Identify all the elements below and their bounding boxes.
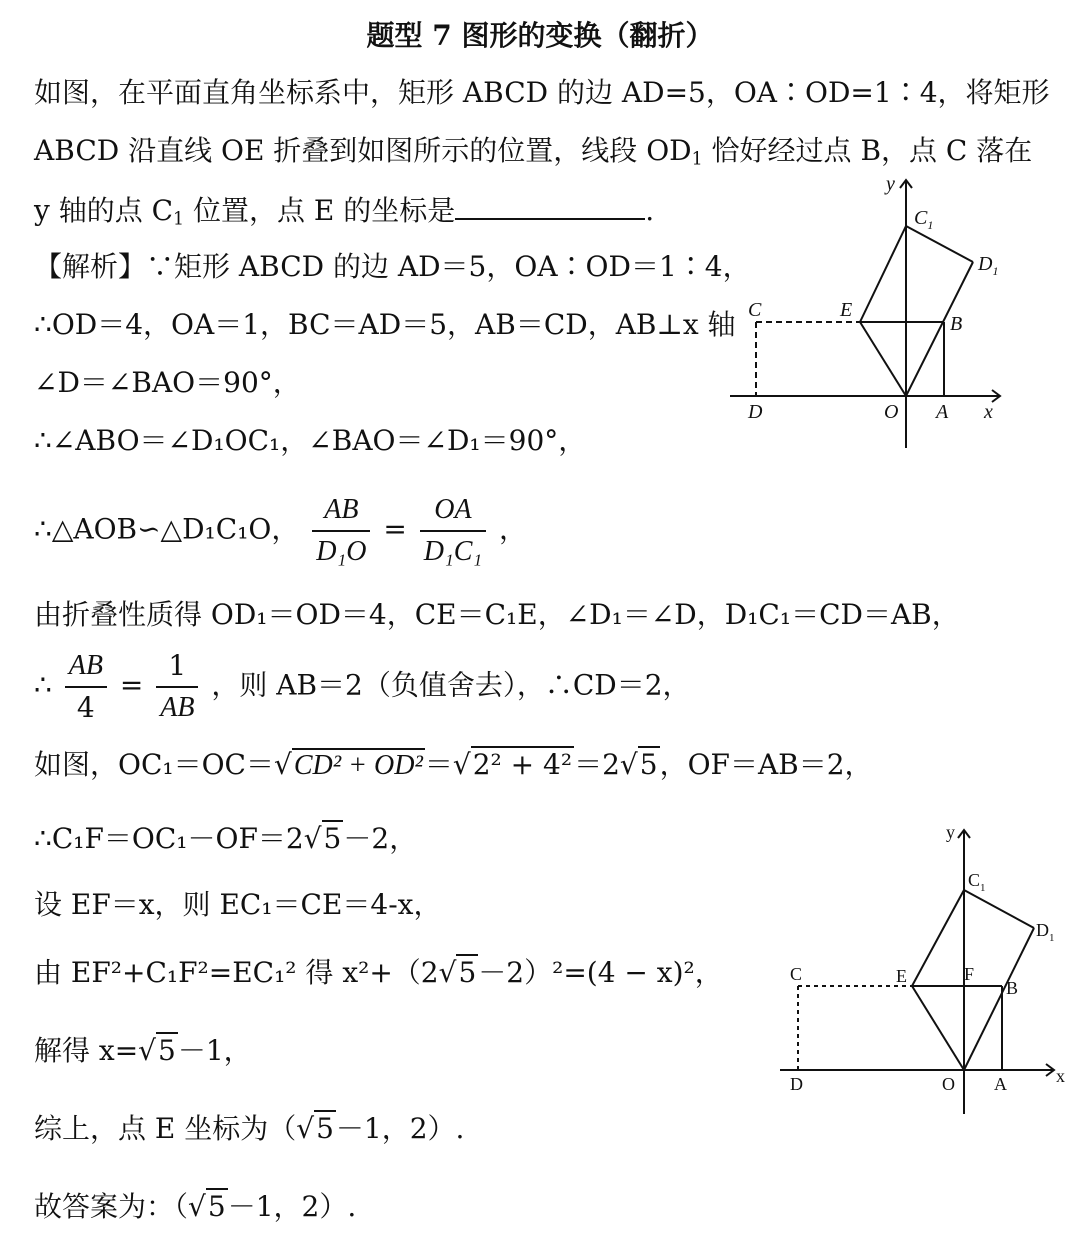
answer-blank — [455, 192, 645, 220]
fig2-label-f: F — [964, 964, 975, 984]
fig1-label-o: O — [884, 401, 899, 423]
fig1-label-b: B — [950, 313, 963, 335]
solution-line-13: 综上，点 E 坐标为（√5－1，2）. — [34, 1112, 465, 1145]
fraction-1-over-ab: $\frac{1}{AB}$ — [156, 646, 198, 728]
fig2-label-d1: $D_1$ — [1036, 920, 1055, 944]
fraction-ab-over-d1o: $\frac{AB}{\text{D₁O}}$ — [312, 490, 370, 572]
problem-line-3: y 轴的点 $C_1$ 位置，点 E 的坐标是 . — [34, 194, 655, 230]
solution-line-5: ∴△AOB∽△D₁C₁O， $\frac{AB}{\text{D₁O}}$ = $\frac{OA}{\text{D₁C₁}}$ ， — [34, 490, 527, 572]
fig1-label-e: E — [840, 299, 853, 321]
figure-2-fold-diagram — [770, 820, 1070, 1120]
fig1-segment-c1d1 — [906, 226, 973, 262]
sqrt-expression-3: √5 — [619, 748, 658, 781]
fig1-segment-d1o — [906, 262, 973, 396]
fig1-label-x: x — [984, 401, 993, 423]
sqrt-expression-7: √5 — [296, 1112, 334, 1145]
solution-line-10: 设 EF＝x，则 EC₁＝CE＝4-x， — [34, 888, 442, 921]
solution-line-11: 由 EF²+C₁F²=EC₁² 得 x²+（2√5－2）²=(4 − x)²， — [34, 956, 723, 989]
solution-line-14: 故答案为：（√5－1，2）. — [34, 1190, 357, 1223]
fig1-label-y: y — [886, 173, 895, 195]
fig1-label-c1: $C_1$ — [914, 207, 934, 232]
fig2-segment-eo — [912, 986, 964, 1070]
fig2-label-e: E — [896, 966, 907, 986]
solution-line-9: ∴C₁F＝OC₁－OF＝2√5－2， — [34, 822, 418, 855]
fig1-segment-eo — [860, 322, 906, 396]
solution-line-12: 解得 x=√5－1， — [34, 1034, 252, 1067]
page-title: 题型 7 图形的变换（翻折） — [366, 19, 714, 52]
sqrt-expression-1: √CD² + OD² — [273, 748, 423, 781]
sqrt-expression-6: √5 — [138, 1034, 176, 1067]
figure-1-fold-diagram — [730, 170, 1020, 455]
fig2-segment-ec1 — [912, 890, 964, 986]
fig2-label-b: B — [1006, 978, 1019, 998]
sqrt-expression-4: √5 — [303, 822, 342, 855]
fig2-label-c1: $C_1$ — [968, 870, 986, 894]
solution-line-7: ∴ $\frac{AB}{4}$ = $\frac{1}{AB}$ ，则 AB＝2（负值舍去），∴CD＝2， — [34, 646, 691, 728]
problem-line-2: ABCD 沿直线 OE 折叠到如图所示的位置，线段 $OD_1$ 恰好经过点 B，点 C 落在 — [34, 134, 1033, 170]
fig2-label-c: C — [790, 964, 803, 984]
solution-line-6: 由折叠性质得 OD₁＝OD＝4，CE＝C₁E，∠D₁＝∠D，D₁C₁＝CD＝AB， — [34, 598, 960, 631]
fraction-ab-over-4: $\frac{AB}{4}$ — [65, 646, 107, 728]
solution-line-4: ∴∠ABO＝∠D₁OC₁，∠BAO＝∠D₁＝90°， — [34, 424, 587, 457]
solution-line-8: 如图，OC₁＝OC＝√CD² + OD²＝√2² + 4²＝2√5，OF＝AB＝2， — [34, 748, 873, 781]
fig1-segment-ec1 — [860, 226, 906, 322]
solution-line-2: ∴OD＝4，OA＝1，BC＝AD＝5，AB＝CD，AB⊥x 轴 — [34, 308, 736, 341]
fig2-label-x: x — [1056, 1066, 1065, 1086]
solution-line-1: 【解析】∵矩形 ABCD 的边 AD＝5，OA∶OD＝1∶4， — [34, 250, 751, 283]
fig2-segment-c1d1 — [964, 890, 1034, 928]
fig2-label-a: A — [994, 1074, 1007, 1094]
solution-line-3: ∠D＝∠BAO＝90°， — [34, 366, 301, 399]
fig2-segment-d1o — [964, 928, 1034, 1070]
fig2-label-y: y — [946, 822, 955, 842]
sqrt-expression-5: √5 — [438, 956, 477, 989]
problem-line-1: 如图，在平面直角坐标系中，矩形 ABCD 的边 AD=5，OA∶OD=1∶4，将矩形 — [34, 76, 1050, 109]
fig1-label-d: D — [748, 401, 763, 423]
fig2-label-d: D — [790, 1074, 803, 1094]
sqrt-expression-8: √5 — [188, 1190, 226, 1223]
fig2-label-o: O — [942, 1074, 955, 1094]
fig1-label-c: C — [748, 299, 762, 321]
fraction-oa-over-d1c1: $\frac{OA}{\text{D₁C₁}}$ — [420, 490, 486, 572]
fig1-label-d1: $D_1$ — [978, 253, 999, 278]
fig1-label-a: A — [936, 401, 949, 423]
sqrt-expression-2: √2² + 4² — [452, 748, 573, 781]
